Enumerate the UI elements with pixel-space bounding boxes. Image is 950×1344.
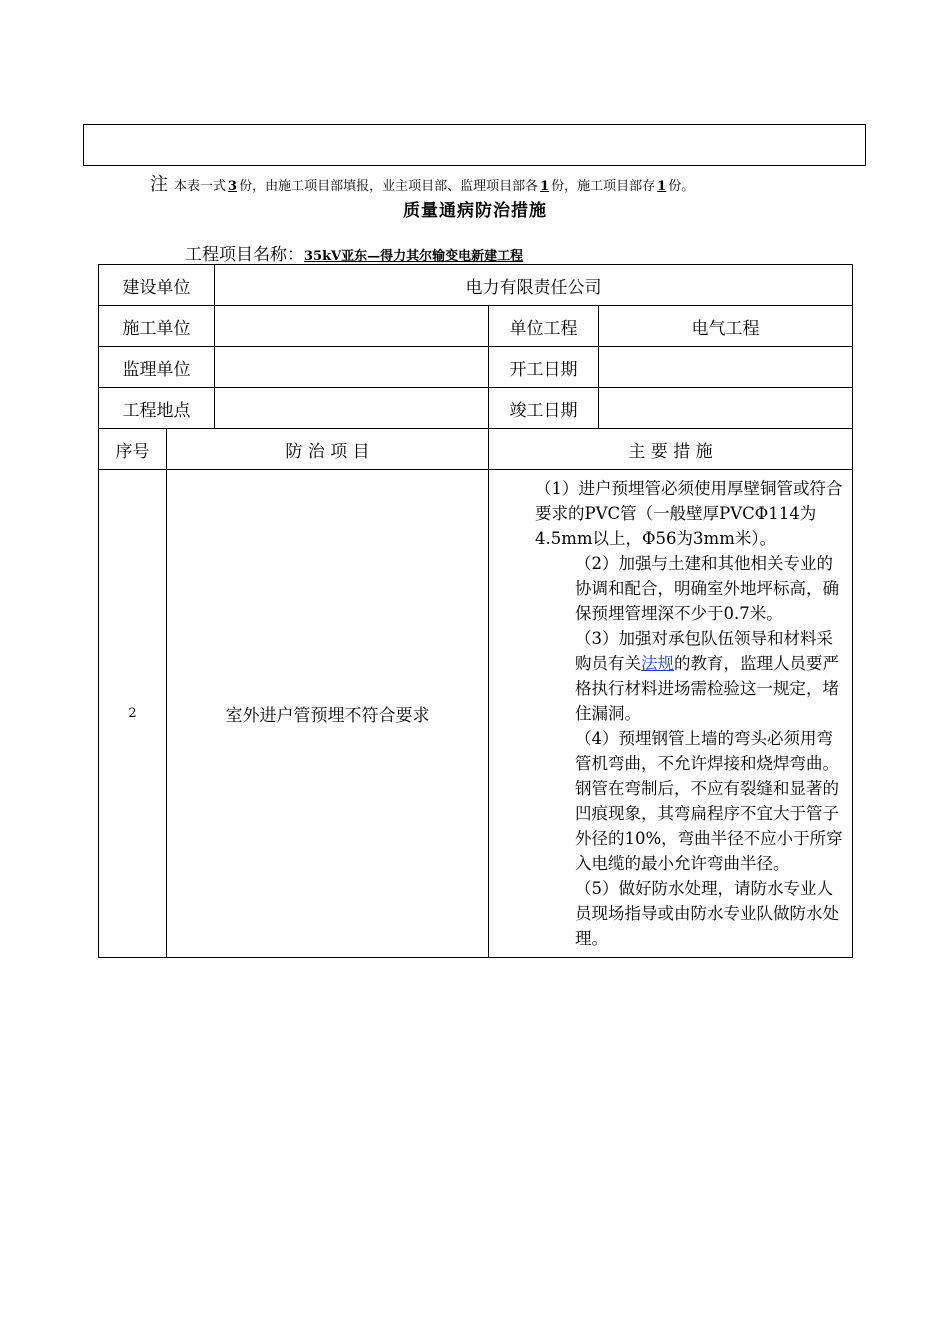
entry-seq: 2 bbox=[99, 470, 167, 958]
seq-header: 序号 bbox=[99, 429, 167, 470]
table-row bbox=[99, 388, 853, 429]
supervisor-label: 监理单位 bbox=[99, 347, 215, 388]
form-note bbox=[150, 170, 694, 196]
note-copies-total: 3 bbox=[228, 179, 238, 194]
note-copies-keep: 1 bbox=[657, 179, 667, 194]
measure-3-text-b: 的教育，监理人员要严格执行材料进场需检验这一规定，堵住漏洞。 bbox=[575, 654, 839, 723]
builder-label: 建设单位 bbox=[99, 265, 215, 306]
unit-project-value: 电气工程 bbox=[599, 306, 853, 347]
completion-date-value bbox=[599, 388, 853, 429]
measure-3 bbox=[495, 626, 846, 726]
note-copies-each: 1 bbox=[540, 179, 550, 194]
completion-date-label: 竣工日期 bbox=[489, 388, 599, 429]
measure-2: （2）加强与土建和其他相关专业的协调和配合，明确室外地坪标高，确保预埋管埋深不少于0.7米。 bbox=[575, 554, 839, 623]
empty-box bbox=[83, 124, 866, 166]
note-text-2: 份，由施工项目部填报，业主项目部、监理项目部各 bbox=[239, 179, 539, 194]
table-row bbox=[99, 470, 853, 958]
contractor-label: 施工单位 bbox=[99, 306, 215, 347]
note-text-1: 本表一式 bbox=[174, 179, 227, 194]
note-prefix: 注 bbox=[150, 174, 168, 195]
measures-header: 主 要 措 施 bbox=[489, 429, 853, 470]
supervisor-value bbox=[215, 347, 489, 388]
table-row bbox=[99, 347, 853, 388]
start-date-label: 开工日期 bbox=[489, 347, 599, 388]
unit-project-label: 单位工程 bbox=[489, 306, 599, 347]
note-text-4: 份。 bbox=[668, 179, 695, 194]
measures-table bbox=[98, 264, 853, 958]
location-value bbox=[215, 388, 489, 429]
entry-item: 室外进户管预埋不符合要求 bbox=[167, 470, 489, 958]
start-date-value bbox=[599, 347, 853, 388]
item-header: 防 治 项 目 bbox=[167, 429, 489, 470]
measure-1: （1）进户预埋管必须使用厚壁铜管或符合要求的PVC管（一般壁厚PVCΦ114为4.5mm以上，Φ56为3mm米）。 bbox=[535, 479, 843, 548]
measure-3-text-a: （3）加强对承包队伍领导和材料采购员有关 bbox=[575, 629, 833, 673]
builder-value: 电力有限责任公司 bbox=[215, 265, 853, 306]
location-label: 工程地点 bbox=[99, 388, 215, 429]
entry-measures bbox=[489, 470, 853, 958]
table-row bbox=[99, 306, 853, 347]
contractor-value bbox=[215, 306, 489, 347]
measure-5: （5）做好防水处理，请防水专业人员现场指导或由防水专业队做防水处理。 bbox=[575, 879, 839, 948]
project-name-value: 35kV亚东—得力其尔输变电新建工程 bbox=[304, 249, 524, 264]
note-text-3: 份，施工项目部存 bbox=[551, 179, 656, 194]
project-name-label: 工程项目名称： bbox=[185, 245, 304, 265]
table-header-row bbox=[99, 429, 853, 470]
measure-4: （4）预埋钢管上墙的弯头必须用弯管机弯曲，不允许焊接和烧焊弯曲。钢管在弯制后，不应有裂缝和显著的凹痕现象，其弯扁程序不宜大于管子外径的10%，弯曲半径不应小于所穿入电缆的最小允许弯曲半径。 bbox=[575, 729, 843, 873]
table-row bbox=[99, 265, 853, 306]
project-name-line bbox=[185, 240, 523, 265]
law-link[interactable]: 法规 bbox=[641, 654, 674, 673]
document-title: 质量通病防治措施 bbox=[403, 201, 547, 221]
